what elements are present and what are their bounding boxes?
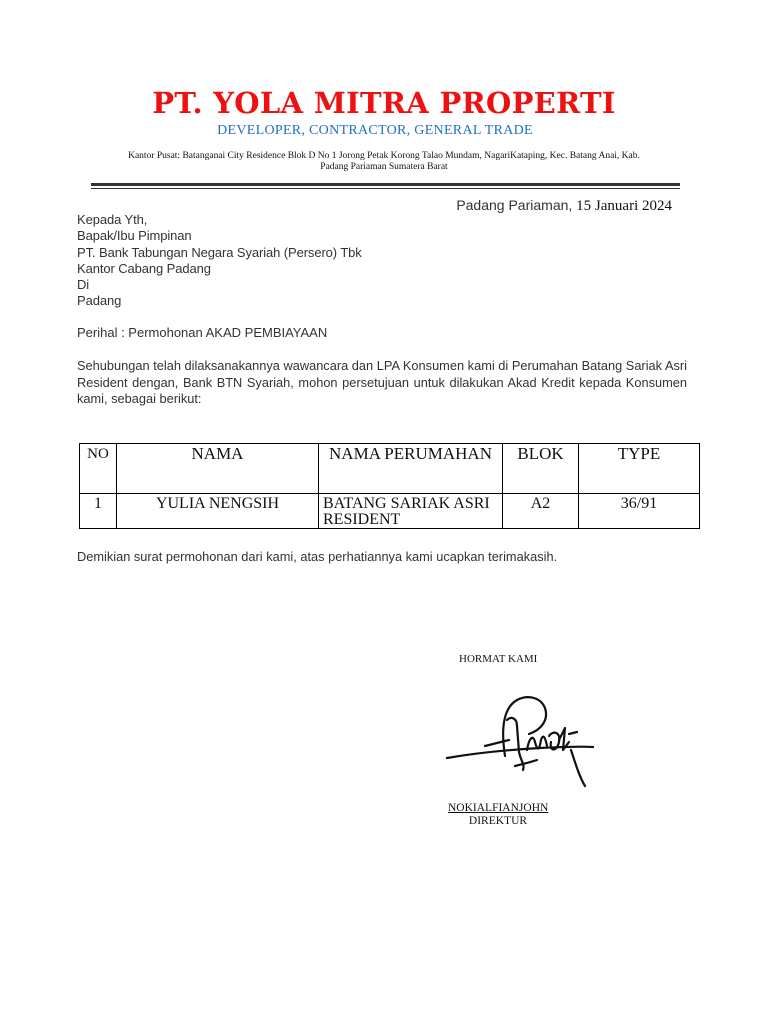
recipient-line: Padang [77, 293, 122, 309]
company-name: PT. YOLA MITRA PROPERTI [152, 86, 616, 120]
header-type: TYPE [579, 444, 700, 494]
address-line-1: Kantor Pusat: Batanganai City Residence Blok D No 1 Jorong Petak Korong Talao Mundam, NagariKataping, Kec. Batang Anai, Kab. [128, 151, 640, 161]
letterhead-rule-thick [91, 183, 680, 186]
letter-date-value: 15 Januari 2024 [576, 198, 672, 214]
signer-name: NOKIALFIANJOHN [448, 802, 549, 814]
signature-greeting: HORMAT KAMI [459, 653, 538, 665]
letter-date-place: Padang Pariaman, [456, 197, 573, 213]
header-nama: NAMA [117, 444, 319, 494]
table-row [80, 494, 700, 529]
header-blok: BLOK [503, 444, 579, 494]
recipient-block [77, 212, 362, 310]
header-no: NO [80, 444, 117, 494]
cell-perumahan: BATANG SARIAK ASRI RESIDENT [319, 494, 503, 529]
cell-no: 1 [80, 494, 117, 529]
recipient-line: Di [77, 277, 90, 293]
cell-blok: A2 [503, 494, 579, 529]
letterhead-rule-thin [91, 188, 680, 189]
cell-type: 36/91 [579, 494, 700, 529]
recipient-line: Kantor Cabang Padang [77, 260, 211, 276]
letter-date [380, 197, 672, 215]
header-nama-perumahan: NAMA PERUMAHAN [319, 444, 503, 494]
letter-subject: Perihal : Permohonan AKAD PEMBIAYAAN [77, 325, 328, 340]
recipient-line: PT. Bank Tabungan Negara Syariah (Persero) Tbk [77, 244, 362, 260]
applicant-table [79, 443, 700, 529]
handwritten-signature [445, 690, 595, 790]
signer-title: DIREKTUR [468, 815, 528, 827]
office-address [84, 151, 684, 173]
intro-paragraph: Sehubungan telah dilaksanakannya wawancara dan LPA Konsumen kami di Perumahan Batang Sariak Asri Resident dengan, Bank BTN Syariah, mohon persetujuan untuk dilakukan Akad Kredit kepada Konsumen kami, sebagai berikut: [77, 358, 687, 406]
closing-paragraph: Demikian surat permohonan dari kami, atas perhatiannya kami ucapkan terimakasih. [77, 549, 558, 564]
address-line-2: Padang Pariaman Sumatera Barat [320, 162, 448, 172]
recipient-line: Kepada Yth, [77, 212, 148, 227]
recipient-line: Bapak/Ibu Pimpinan [77, 228, 192, 244]
table-header-row [80, 444, 700, 494]
cell-nama: YULIA NENGSIH [117, 494, 319, 529]
company-tagline: DEVELOPER, CONTRACTOR, GENERAL TRADE [217, 123, 533, 138]
